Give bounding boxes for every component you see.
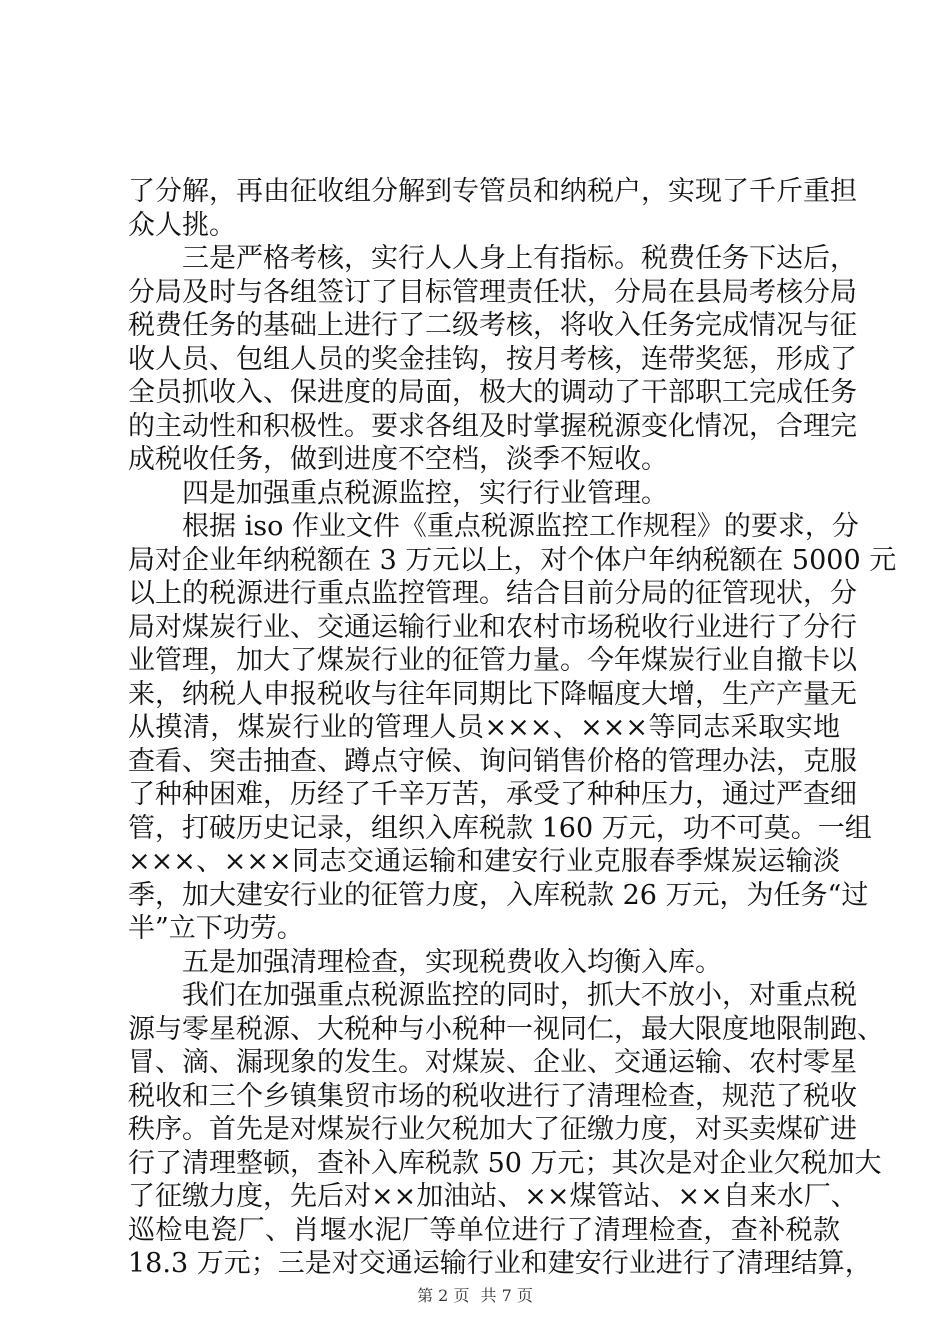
- text-line: 成税收任务，做到进度不空档，淡季不短收。: [128, 444, 668, 475]
- text-line: 从摸清，煤炭行业的管理人员×××、×××等同志采取实地: [128, 712, 840, 743]
- text-line: 源与零星税源、大税种与小税种一视同仁，最大限度地限制跑、: [128, 1013, 884, 1045]
- text-line: 四是加强重点税源监控，实行行业管理。: [182, 477, 668, 509]
- text-line: 根据 iso 作业文件《重点税源监控工作规程》的要求，分: [182, 511, 859, 542]
- text-line: 半”立下功劳。: [128, 913, 304, 944]
- text-line: 三是严格考核，实行人人身上有指标。税费任务下达后，: [182, 243, 857, 274]
- text-line: 管，打破历史记录，组织入库税款 160 万元，功不可莫。一组: [128, 812, 872, 844]
- text-line: 行了清理整顿，查补入库税款 50 万元；其次是对企业欠税加大: [128, 1147, 882, 1179]
- text-line: 局对企业年纳税额在 3 万元以上，对个体户年纳税额在 5000 元: [128, 544, 897, 576]
- text-line: 业管理，加大了煤炭行业的征管力量。今年煤炭行业自撤卡以: [128, 645, 857, 676]
- text-line: 分局及时与各组签订了目标管理责任状，分局在县局考核分局: [128, 276, 857, 308]
- text-line: 收人员、包组人员的奖金挂钩，按月考核，连带奖惩，形成了: [128, 343, 857, 375]
- page-total: 共 7 页: [480, 1286, 533, 1305]
- text-line: 冒、滴、漏现象的发生。对煤炭、企业、交通运输、农村零星: [128, 1047, 857, 1078]
- text-line: 的主动性和积极性。要求各组及时掌握税源变化情况，合理完: [128, 410, 857, 442]
- text-line: 了种种困难，历经了千辛万苦，承受了种种压力，通过严查细: [128, 779, 857, 810]
- text-line: 查看、突击抽查、蹲点守候、询问销售价格的管理办法，克服: [128, 745, 857, 777]
- text-line: 来，纳税人申报税收与往年同期比下降幅度大增，生产产量无: [128, 678, 857, 710]
- text-line: 巡检电瓷厂、肖堰水泥厂等单位进行了清理检查，查补税款: [128, 1214, 840, 1246]
- text-line: 五是加强清理检查，实现税费收入均衡入库。: [182, 946, 722, 978]
- text-line: 了分解，再由征收组分解到专管员和纳税户，实现了千斤重担: [128, 176, 857, 207]
- text-line: 季，加大建安行业的征管力度，入库税款 26 万元，为任务“过: [128, 879, 869, 911]
- text-line: ×××、×××同志交通运输和建安行业克服春季煤炭运输淡: [128, 846, 840, 877]
- text-line: 了征缴力度，先后对××加油站、××煤管站、××自来水厂、: [128, 1181, 858, 1212]
- text-line: 税收和三个乡镇集贸市场的税收进行了清理检查，规范了税收: [128, 1080, 857, 1112]
- text-line: 局对煤炭行业、交通运输行业和农村市场税收行业进行了分行: [128, 611, 857, 643]
- text-line: 税费任务的基础上进行了二级考核，将收入任务完成情况与征: [128, 310, 857, 341]
- text-line: 以上的税源进行重点监控管理。结合目前分局的征管现状，分: [128, 578, 857, 609]
- text-line: 全员抓收入、保进度的局面，极大的调动了干部职工完成任务: [128, 377, 857, 408]
- page-footer: [0, 1283, 950, 1306]
- text-line: 18.3 万元；三是对交通运输行业和建安行业进行了清理结算，: [128, 1248, 872, 1279]
- document-body: [128, 175, 897, 1281]
- text-line: 众人挑。: [128, 209, 236, 241]
- text-line: 我们在加强重点税源监控的同时，抓大不放小，对重点税: [182, 980, 857, 1011]
- text-line: 秩序。首先是对煤炭行业欠税加大了征缴力度，对买卖煤矿进: [128, 1114, 857, 1145]
- page-number: 第 2 页: [417, 1286, 470, 1305]
